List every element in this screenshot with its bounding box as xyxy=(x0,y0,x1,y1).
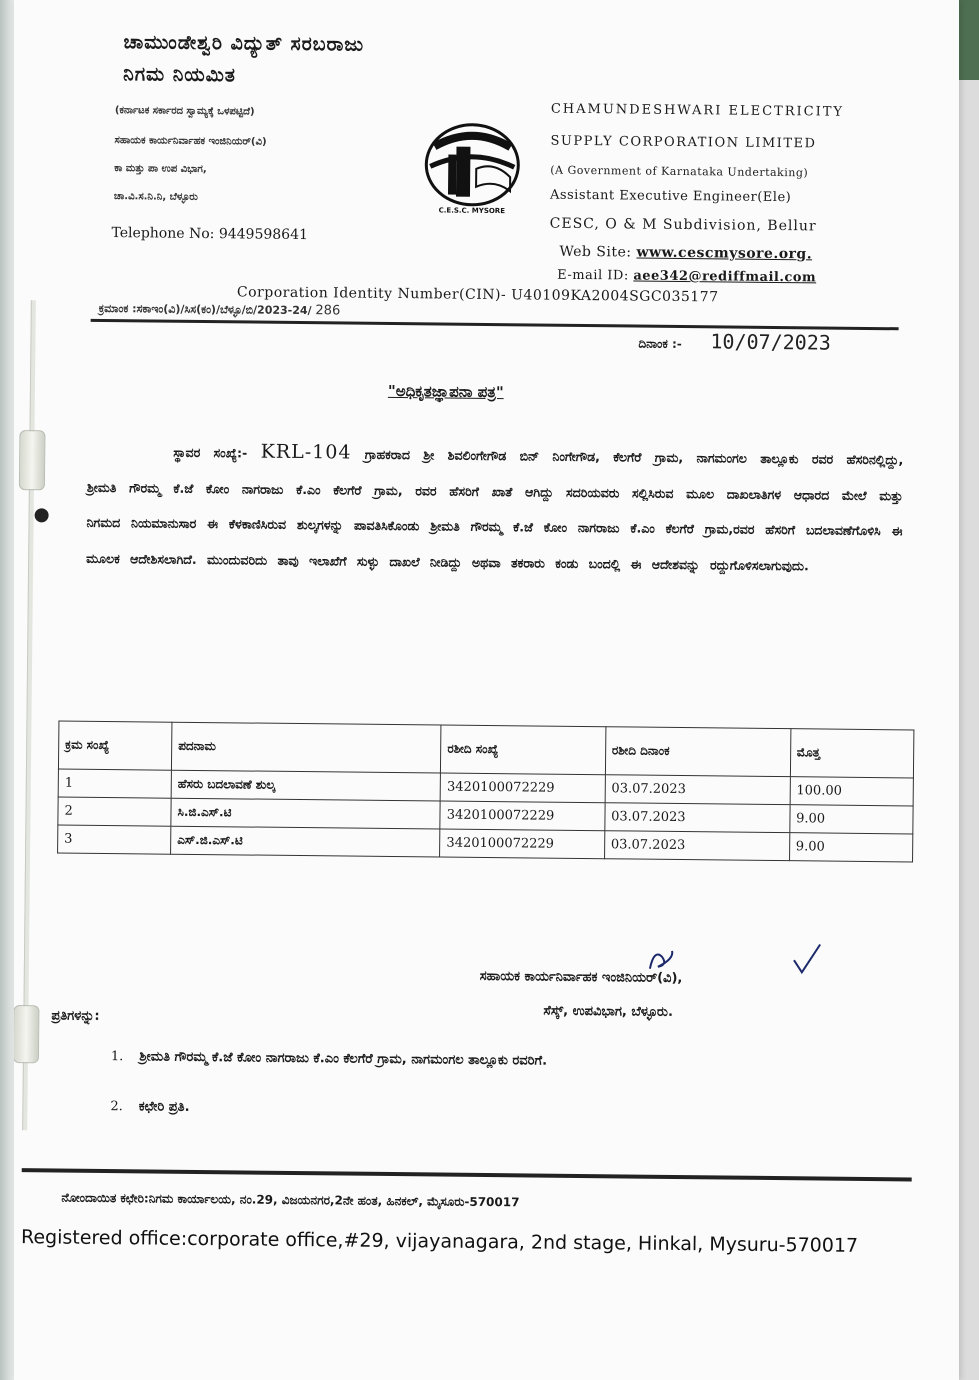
binder-clip-top xyxy=(19,430,46,490)
cell-item: ಹೆಸರು ಬದಲಾವಣೆ ಶುಲ್ಕ xyxy=(171,770,441,801)
order-text: ಗ್ರಾಹಕರಾದ ಶ್ರೀ ಶಿವಲಿಂಗೇಗೌಡ ಬಿನ್ ನಿಂಗೇಗೌಡ, ಕೆಲಗೆರೆ ಗ್ರಾಮ, ನಾಗಮಂಗಲ ತಾಲ್ಲೂಕು ರವರ ಹೆಸರಿನಲ್ಲಿದ್ದು, ಶ್ರೀಮತಿ ಗೌರಮ್ಮ ಕೆ.ಜೆ ಕೋಂ ನಾಗರಾಜು ಕೆ.ಎಂ ಕೆಲಗೆರೆ ಗ್ರಾಮ, ರವರ ಹೆಸರಿಗೆ ಖಾತೆ ಆಗಿದ್ದು ಸದರಿಯವರು ಸಲ್ಲಿಸಿರುವ ಮೂಲ ದಾಖಲಾತಿಗಳ ಆಧಾರದ ಮೇಲೆ ಮತ್ತು ನಿಗಮದ ನಿಯಮಾನುಸಾರ ಈ ಕೆಳಕಾಣಿಸಿರುವ ಶುಲ್ಕಗಳನ್ನು ಪಾವತಿಸಿಕೊಂಡು ಶ್ರೀಮತಿ ಗೌರಮ್ಮ ಕೆ.ಜೆ ಕೋಂ ನಾಗರಾಜು ಕೆ.ಎಂ ಕೆಲಗೆರೆ ಗ್ರಾಮ,ರವರ ಹೆಸರಿಗೆ ಬದಲಾವಣೆಗೊಳಿಸಿ ಈ ಮೂಲಕ ಆದೇಶಿಸಲಾಗಿದೆ. ಮುಂದುವರಿದು ತಾವು ಇಲಾಖೆಗೆ ಸುಳ್ಳು ದಾಖಲೆ ನೀಡಿದ್ದು ಅಥವಾ ತಕರಾರು ಕಂಡು ಬಂದಲ್ಲಿ ಈ ಆದೇಶವನ್ನು ರದ್ದುಗೊಳಿಸಲಾಗುವುದು. xyxy=(86,446,904,573)
email-label: E-mail ID: xyxy=(557,267,634,284)
cell-serial: 3 xyxy=(58,825,171,854)
col-amount: ಮೊತ್ತ xyxy=(790,729,914,778)
signatory-designation: ಸಹಾಯಕ ಕಾರ್ಯನಿರ್ವಾಹಕ ಇಂಜಿನಿಯರ್(ವಿ), xyxy=(479,968,683,987)
installation-label: ಸ್ಥಾವರ ಸಂಖ್ಯೆ:- xyxy=(173,444,248,461)
org-name-english: CHAMUNDESHWARI ELECTRICITY xyxy=(550,101,845,120)
cell-receipt-date: 03.07.2023 xyxy=(605,803,790,833)
website xyxy=(559,244,812,263)
office-division-kannada: ಕಾ ಮತ್ತು ಪಾ ಉಪ ವಿಭಾಗ, xyxy=(114,163,207,176)
org-name-kannada: ಚಾಮುಂಡೇಶ್ವರಿ ವಿದ್ಯುತ್ ಸರಬರಾಜು xyxy=(123,31,365,56)
cell-receipt-no: 3420100072229 xyxy=(440,801,605,831)
footer-divider xyxy=(22,1168,912,1181)
email xyxy=(557,268,816,286)
org-name-kannada-line2: ನಿಗಮ ನಿಯಮಿತ xyxy=(123,63,237,87)
binder-clip-bottom xyxy=(14,1005,39,1063)
cell-amount: 100.00 xyxy=(790,777,914,806)
org-subtitle-kannada: (ಕರ್ನಾಟಕ ಸರ್ಕಾರದ ಸ್ವಾಮ್ಯಕ್ಕೆ ಒಳಪಟ್ಟಿದೆ) xyxy=(114,105,255,118)
copy-item xyxy=(110,1099,189,1115)
reference-prefix: ಕ್ರಮಾಂಕ :ಸಕಾಇಂ(ವಿ)/ಸಿಸ(ಕಂ)/ಬೆಳ್ಳೂ/ಬಿ/2023-24/ xyxy=(98,301,312,318)
copies-heading: ಪ್ರತಿಗಳನ್ನು: xyxy=(51,1008,100,1024)
org-subtitle-english: (A Government of Karnataka Undertaking) xyxy=(550,163,809,180)
rr-number: KRL-104 xyxy=(260,440,352,464)
cell-item: ಸಿ.ಜಿ.ಎಸ್.ಟಿ xyxy=(171,798,441,829)
copy-number: 2. xyxy=(110,1099,123,1115)
cell-receipt-date: 03.07.2023 xyxy=(604,831,789,861)
copy-text: ಕಛೇರಿ ಪ್ರತಿ. xyxy=(138,1099,190,1115)
header-divider xyxy=(91,319,899,330)
col-item: ಪದನಾಮ xyxy=(171,722,441,773)
website-link[interactable]: www.cescmysore.org. xyxy=(636,244,813,263)
copy-text: ಶ್ರೀಮತಿ ಗೌರಮ್ಮ ಕೆ.ಜೆ ಕೋಂ ನಾಗರಾಜು ಕೆ.ಎಂ ಕೆಲಗೆರೆ ಗ್ರಾಮ, ನಾಗಮಂಗಲ ತಾಲ್ಲೂಕು ರವರಿಗೆ. xyxy=(139,1049,548,1069)
cin-number: Corporation Identity Number(CIN)- U40109KA2004SGC035177 xyxy=(236,284,719,306)
cell-receipt-no: 3420100072229 xyxy=(440,829,605,859)
cell-amount: 9.00 xyxy=(789,833,913,862)
cell-amount: 9.00 xyxy=(789,805,913,834)
cell-receipt-no: 3420100072229 xyxy=(440,773,605,803)
reference-number xyxy=(99,301,341,319)
document-title: "ಅಧಿಕೃತಜ್ಞಾಪನಾ ಪತ್ರ" xyxy=(387,381,504,402)
signatory-office: ಸೆಸ್ಕ್, ಉಪವಿಭಾಗ, ಬೆಳ್ಳೂರು. xyxy=(543,1003,673,1020)
col-serial: ಕ್ರಮ ಸಂಖ್ಯೆ xyxy=(58,721,172,770)
col-receipt-no: ರಶೀದಿ ಸಂಖ್ಯೆ xyxy=(441,725,606,775)
document-page xyxy=(14,0,959,1380)
date-label: ದಿನಾಂಕ :- xyxy=(638,336,682,352)
registered-office-kannada: ನೋಂದಾಯಿತ ಕಛೇರಿ:ನಿಗಮ ಕಾರ್ಯಾಲಯ, ನಂ.29, ವಿಜಯನಗರ,2ನೇ ಹಂತ, ಹಿನಕಲ್, ಮೈಸೂರು-570017 xyxy=(61,1190,520,1210)
cesc-logo-icon xyxy=(414,116,533,217)
date-value: 10/07/2023 xyxy=(710,329,832,355)
order-paragraph xyxy=(86,433,903,585)
binder-edge xyxy=(0,0,14,1380)
cell-receipt-date: 03.07.2023 xyxy=(605,775,790,805)
website-label: Web Site: xyxy=(559,243,637,261)
telephone: Telephone No: 9449598641 xyxy=(111,225,309,244)
reference-serial: 286 xyxy=(315,303,341,319)
copy-item xyxy=(111,1043,891,1079)
fee-table xyxy=(57,721,914,863)
office-subdivision-english: CESC, O & M Subdivision, Bellur xyxy=(549,215,817,235)
copy-number: 1. xyxy=(110,1049,124,1065)
office-designation-kannada: ಸಹಾಯಕ ಕಾರ್ಯನಿರ್ವಾಹಕ ಇಂಜಿನಿಯರ್(ವಿ) xyxy=(114,135,267,148)
email-link[interactable]: aee342@rediffmail.com xyxy=(633,268,817,286)
cell-serial: 1 xyxy=(58,769,171,798)
org-name-english-line2: SUPPLY CORPORATION LIMITED xyxy=(550,133,817,152)
office-location-kannada: ಚಾ.ವಿ.ಸ.ನಿ.ನಿ, ಬೆಳ್ಳೂರು xyxy=(113,191,198,203)
punch-hole xyxy=(35,508,49,522)
office-designation-english: Assistant Executive Engineer(Ele) xyxy=(549,187,792,206)
logo-text: C.E.S.C. MYSORE xyxy=(438,206,506,216)
registered-office-english: Registered office:corporate office,#29, vijayanagara, 2nd stage, Hinkal, Mysuru-570017 xyxy=(20,1226,859,1257)
col-receipt-date: ರಶೀದಿ ದಿನಾಂಕ xyxy=(605,727,790,777)
cell-item: ಎಸ್.ಜಿ.ಎಸ್.ಟಿ xyxy=(171,826,441,857)
cell-serial: 2 xyxy=(58,797,171,826)
